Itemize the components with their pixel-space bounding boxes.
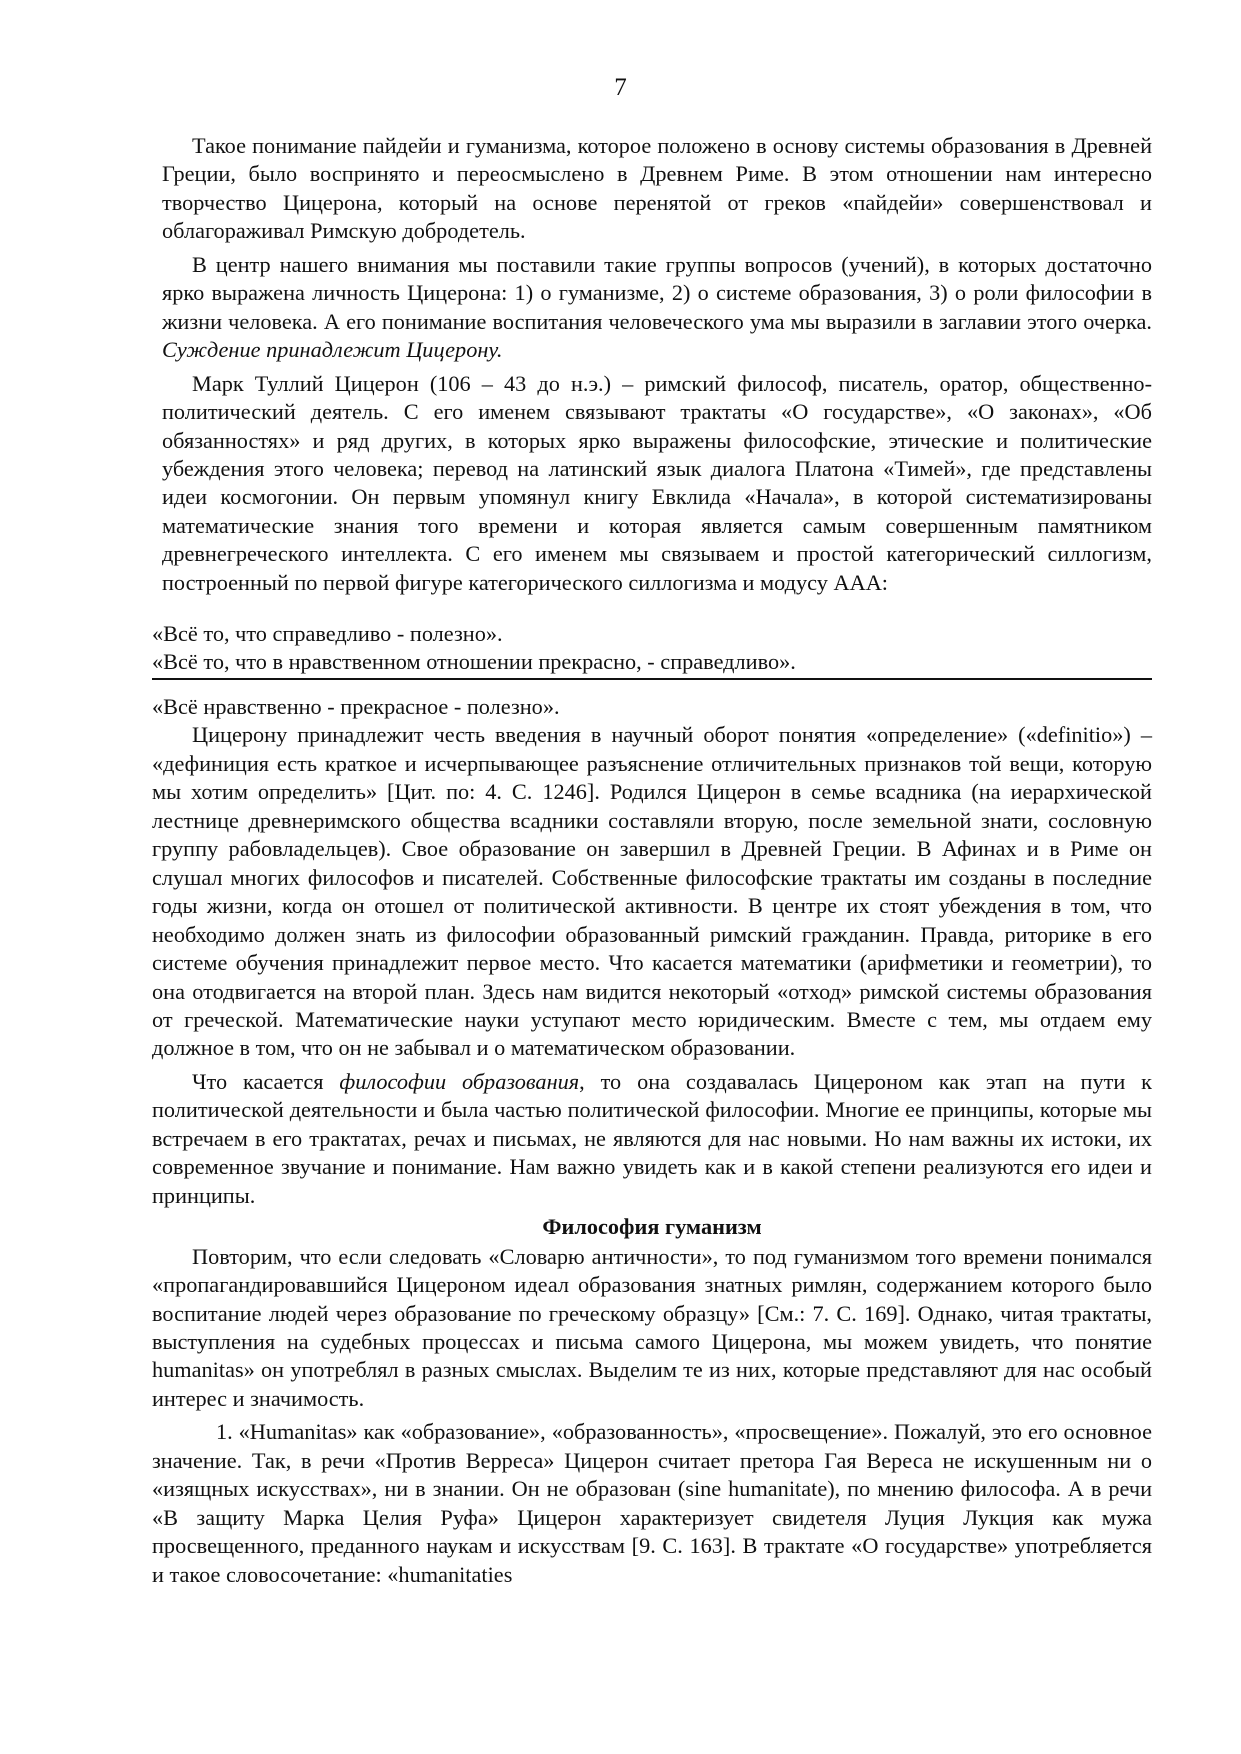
- paragraph-4: Цицерону принадлежит честь введения в научный оборот понятия «определение» («definitio») – «дефиниция есть краткое и исчерпывающее разъяснение отличительных признаков той вещи, которую мы хотим определить» [Цит. по: 4. С. 1246]. Родился Цицерон в семье всадника (на иерархической лестнице древнеримского общества всадники составляли вторую, после земельной знати, сословную группу рабовладельцев). Свое образование он завершил в Древней Греции. В Афинах и в Риме он слушал многих философов и писателей. Собственные философские трактаты им созданы в последние годы жизни, когда он отошел от политической активности. В центре их стоят убеждения в том, что необходимо должен знать из философии образованный римский гражданин. Правда, риторике в его системе обучения принадлежит первое место. Что касается математики (арифметики и геометрии), то она отодвигается на второй план. Здесь нам видится некоторый «отход» римской системы образования от греческой. Математические науки уступают место юридическим. Вместе с тем, мы отдаем ему должное в том, что он не забывал и о математическом образовании.: [152, 722, 1152, 1061]
- italic-term: философии образования: [339, 1068, 580, 1094]
- paragraph-3: Марк Туллий Цицерон (106 – 43 до н.э.) – римский философ, писатель, оратор, общественно-политический деятель. С его именем связывают трактаты «О государстве», «О законах», «Об обязанностях» и ряд других, в которых ярко выражены философские, этические и политические убеждения этого человека; перевод на латинский язык диалога Платона «Тимей», где представлены идеи космогонии. Он первым упомянул книгу Евклида «Начала», в которой систематизированы математические знания того времени и которая является самым совершенным памятником древнегреческого интеллекта. С его именем мы связываем и простой категорический силлогизм, построенный по первой фигуре категорического силлогизма и модусу ААА:: [162, 370, 1152, 595]
- syllogism-conclusion: «Всё нравственно - прекрасное - полезно».: [152, 694, 560, 719]
- paragraph-6: Повторим, что если следовать «Словарю античности», то под гуманизмом того времени понимался «пропагандировавшийся Цицероном идеал образования знатных римлян, содержанием которого было воспитание людей через образование по греческому образцу» [См.: 7. С. 169]. Однако, читая трактаты, выступления на судебных процессах и письма самого Цицерона, мы можем увидеть, что понятие humanitas» он употреблял в разных смыслах. Выделим те из них, которые представляют для нас особый интерес и значимость.: [152, 1243, 1152, 1411]
- text-block-top: [162, 132, 1152, 597]
- syllogism-divider: [152, 678, 1152, 680]
- paragraph-5: Что касается философии образования, то она создавалась Цицероном как этап на пути к политической деятельности и была частью политической философии. Многие ее принципы, которые мы встречаем в его трактатах, речах и письмах, не являются для нас новыми. Но нам важны их истоки, их современное звучание и понимание. Нам важно увидеть как и в какой степени реализуются его идеи и принципы.: [152, 1068, 1152, 1208]
- text-block-bottom: [152, 693, 1152, 1589]
- paragraph-7: 1. «Humanitas» как «образование», «образованность», «просвещение». Пожалуй, это его основное значение. Так, в речи «Против Верреса» Цицерон считает претора Гая Вереса не искушенным ни о «изящных искусствах», ни в знании. Он не образован (sine humanitate), по мнению философа. А в речи «В защиту Марка Целия Руфа» Цицерон характеризует свидетеля Луция Лукция как мужа просвещенного, преданного наукам и искусствам [9. С. 163]. В трактате «О государстве» употребляется и такое словосочетание: «humanitaties: [152, 1419, 1152, 1587]
- page-number: 7: [614, 74, 627, 101]
- paragraph-1: Такое понимание пайдейи и гуманизма, которое положено в основу системы образования в Древней Греции, было воспринято и переосмыслено в Древнем Риме. В этом отношении нам интересно творчество Цицерона, который на основе перенятой от греков «пайдейи» совершенствовал и облагораживал Римскую добродетель.: [162, 133, 1152, 244]
- syllogism-premise-2: «Всё то, что в нравственном отношении прекрасно, - справедливо».: [152, 649, 796, 674]
- italic-phrase: Суждение принадлежит Цицерону.: [162, 337, 503, 363]
- syllogism-premise-1: «Всё то, что справедливо - полезно».: [152, 621, 503, 646]
- section-heading: Философия гуманизм: [542, 1214, 762, 1240]
- paragraph-2: В центр нашего внимания мы поставили такие группы вопросов (учений), в которых достаточно ярко выражена личность Цицерона: 1) о гуманизме, 2) о системе образования, 3) о роли философии в жизни человека. А его понимание воспитания человеческого ума мы выразили в заглавии этого очерка. Суждение принадлежит Цицерону.: [162, 251, 1152, 363]
